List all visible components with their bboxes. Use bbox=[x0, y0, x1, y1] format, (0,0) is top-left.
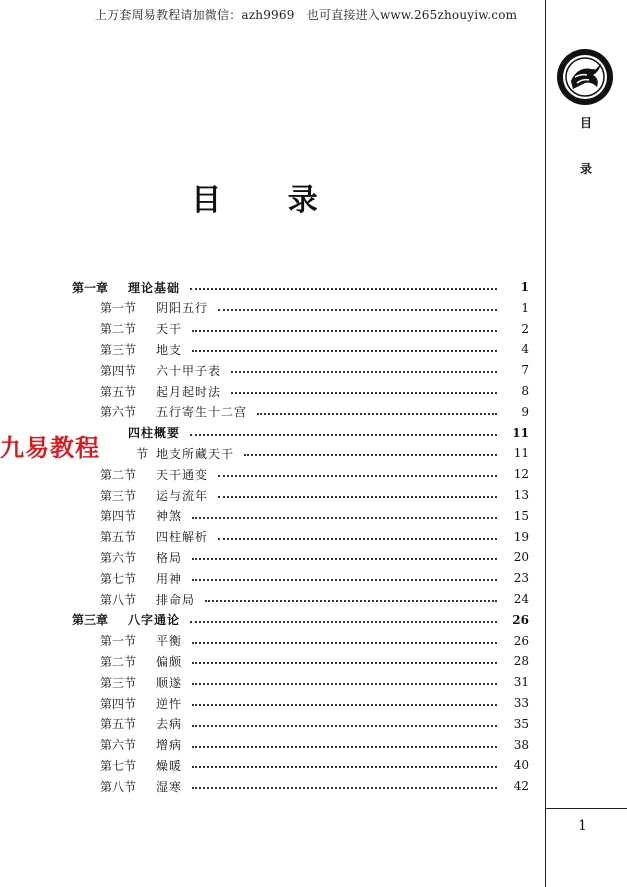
toc-section-entry[interactable] bbox=[0, 714, 545, 734]
toc-entry-title: 去病 bbox=[156, 717, 183, 732]
toc-leader-dots bbox=[192, 725, 497, 727]
toc-entry-number: 节 bbox=[135, 446, 148, 461]
toc-chapter-entry[interactable] bbox=[0, 610, 545, 630]
toc-entry-title: 运与流年 bbox=[156, 488, 209, 503]
toc-entry-number: 第一节 bbox=[100, 301, 137, 316]
toc-entry-page: 23 bbox=[513, 571, 529, 586]
toc-entry-number: 第三节 bbox=[100, 675, 137, 690]
toc-entry-title: 理论基础 bbox=[128, 280, 181, 295]
toc-entry-page: 24 bbox=[513, 592, 529, 606]
side-label-char-1: 目 bbox=[580, 116, 593, 130]
toc-section-entry[interactable] bbox=[0, 339, 545, 359]
toc-entry-title: 六十甲子表 bbox=[156, 363, 222, 378]
toc-entry-page: 12 bbox=[513, 467, 529, 482]
toc-entry-number: 第八节 bbox=[100, 592, 137, 607]
toc-section-entry[interactable] bbox=[0, 360, 545, 380]
toc-entry-number: 第二节 bbox=[100, 467, 137, 482]
watermark-logo: 九易教程 bbox=[0, 434, 100, 462]
toc-entry-page: 42 bbox=[513, 779, 529, 794]
toc-entry-page: 26 bbox=[512, 612, 529, 627]
toc-entry-page: 1 bbox=[521, 300, 529, 315]
phoenix-emblem-icon bbox=[555, 47, 615, 107]
toc-entry-page: 40 bbox=[513, 758, 529, 773]
toc-entry-number: 第一节 bbox=[100, 634, 137, 649]
toc-leader-dots bbox=[192, 579, 497, 581]
toc-entry-title: 格局 bbox=[156, 550, 183, 565]
toc-entry-page: 15 bbox=[513, 508, 529, 523]
toc-entry-page: 20 bbox=[513, 550, 529, 565]
toc-entry-title: 排命局 bbox=[156, 592, 196, 607]
toc-section-entry[interactable] bbox=[0, 506, 545, 526]
toc-leader-dots bbox=[244, 454, 497, 456]
page-number: 1 bbox=[578, 818, 587, 834]
toc-entry-page: 31 bbox=[513, 675, 529, 690]
toc-leader-dots bbox=[192, 704, 497, 706]
toc-leader-dots bbox=[192, 642, 497, 644]
toc-entry-title: 神煞 bbox=[156, 509, 183, 524]
toc-leader-dots bbox=[218, 496, 497, 498]
toc-entry-page: 35 bbox=[513, 716, 529, 731]
toc-section-entry[interactable] bbox=[0, 651, 545, 671]
toc-entry-number: 第七节 bbox=[100, 571, 137, 586]
toc-entry-number: 第三节 bbox=[100, 342, 137, 357]
toc-entry-number: 第四节 bbox=[100, 696, 137, 711]
toc-section-entry[interactable] bbox=[0, 298, 545, 318]
toc-section-entry[interactable] bbox=[0, 527, 545, 547]
toc-section-entry[interactable] bbox=[0, 631, 545, 651]
toc-section-entry[interactable] bbox=[0, 776, 545, 796]
toc-section-entry[interactable] bbox=[0, 693, 545, 713]
toc-entry-page: 28 bbox=[513, 654, 529, 669]
toc-leader-dots bbox=[218, 475, 497, 477]
toc-entry-number: 第三节 bbox=[100, 488, 137, 503]
toc-entry-page: 33 bbox=[513, 696, 529, 710]
toc-leader-dots bbox=[218, 538, 497, 540]
toc-entry-title: 八字通论 bbox=[128, 613, 181, 628]
toc-entry-title: 逆忤 bbox=[156, 696, 183, 711]
toc-entry-number: 第四节 bbox=[100, 363, 137, 378]
toc-section-entry[interactable] bbox=[0, 464, 545, 484]
toc-entry-number: 第六节 bbox=[100, 550, 137, 565]
footer-divider bbox=[545, 808, 627, 809]
toc-entry-title: 燥暖 bbox=[156, 758, 183, 773]
toc-leader-dots bbox=[190, 434, 497, 436]
toc-section-entry[interactable] bbox=[0, 485, 545, 505]
toc-entry-title: 湿寒 bbox=[156, 779, 183, 794]
toc-leader-dots bbox=[192, 683, 497, 685]
toc-entry-number: 第二节 bbox=[100, 322, 137, 337]
toc-entry-page: 8 bbox=[521, 384, 529, 398]
toc-leader-dots bbox=[192, 787, 497, 789]
toc-entry-number: 第二节 bbox=[100, 654, 137, 669]
toc-entry-page: 11 bbox=[512, 425, 529, 440]
toc-entry-title: 天干 bbox=[156, 322, 183, 337]
side-label-char-2: 录 bbox=[580, 162, 593, 176]
toc-entry-title: 天干通变 bbox=[156, 467, 209, 482]
toc-entry-page: 38 bbox=[513, 737, 529, 752]
toc-leader-dots bbox=[218, 309, 497, 311]
toc-entry-number: 第七节 bbox=[100, 758, 137, 773]
toc-entry-title: 偏颇 bbox=[156, 654, 183, 669]
toc-section-entry[interactable] bbox=[0, 319, 545, 339]
toc-entry-page: 11 bbox=[513, 446, 529, 461]
toc-entry-number: 第六节 bbox=[100, 405, 137, 420]
toc-entry-title: 地支所藏天干 bbox=[156, 446, 235, 461]
toc-leader-dots bbox=[257, 413, 497, 415]
toc-entry-number: 第八节 bbox=[100, 779, 137, 794]
toc-section-entry[interactable] bbox=[0, 735, 545, 755]
toc-entry-title: 阴阳五行 bbox=[156, 301, 209, 316]
toc-entry-title: 五行寄生十二宫 bbox=[156, 405, 248, 420]
toc-entry-title: 顺遂 bbox=[156, 675, 183, 690]
toc-entry-page: 4 bbox=[521, 342, 529, 357]
toc-entry-number: 第六节 bbox=[100, 738, 137, 753]
toc-leader-dots bbox=[192, 517, 497, 519]
toc-entry-page: 2 bbox=[521, 321, 529, 336]
toc-section-entry[interactable] bbox=[0, 547, 545, 567]
toc-leader-dots bbox=[192, 766, 497, 768]
toc-entry-number: 第五节 bbox=[100, 384, 137, 399]
toc-entry-number: 第三章 bbox=[72, 613, 109, 628]
toc-entry-number: 第五节 bbox=[100, 530, 137, 545]
toc-entry-title: 增病 bbox=[156, 738, 183, 753]
toc-entry-title: 起月起时法 bbox=[156, 384, 222, 399]
toc-leader-dots bbox=[192, 746, 497, 748]
toc-leader-dots bbox=[192, 350, 497, 352]
toc-leader-dots bbox=[231, 392, 497, 394]
toc-entry-page: 1 bbox=[520, 280, 529, 294]
toc-section-entry[interactable] bbox=[0, 402, 545, 422]
toc-entry-number: 第四节 bbox=[100, 509, 137, 524]
toc-section-entry[interactable] bbox=[0, 589, 545, 609]
toc-entry-title: 平衡 bbox=[156, 634, 183, 649]
toc-leader-dots bbox=[190, 621, 497, 623]
toc-entry-page: 19 bbox=[513, 529, 529, 544]
toc-entry-title: 四柱概要 bbox=[128, 426, 181, 441]
toc-chapter-entry[interactable] bbox=[0, 277, 545, 297]
toc-section-entry[interactable] bbox=[0, 568, 545, 588]
toc-entry-title: 地支 bbox=[156, 342, 183, 357]
header-banner: 上万套周易教程请加微信：azh9969 也可直接进入www.265zhouyiw.com bbox=[95, 8, 518, 22]
toc-leader-dots bbox=[192, 330, 497, 332]
toc-leader-dots bbox=[192, 558, 497, 560]
toc-entry-title: 用神 bbox=[156, 571, 183, 586]
toc-leader-dots bbox=[190, 288, 497, 290]
toc-leader-dots bbox=[231, 371, 497, 373]
toc-leader-dots bbox=[192, 662, 497, 664]
toc-entry-page: 13 bbox=[513, 488, 529, 502]
toc-entry-page: 9 bbox=[521, 404, 529, 419]
toc-entry-number: 第一章 bbox=[72, 280, 109, 295]
vertical-divider bbox=[545, 0, 546, 887]
toc-entry-number: 第五节 bbox=[100, 717, 137, 732]
toc-entry-page: 7 bbox=[521, 363, 529, 378]
toc-leader-dots bbox=[205, 600, 497, 602]
toc-section-entry[interactable] bbox=[0, 381, 545, 401]
toc-entry-page: 26 bbox=[513, 633, 529, 648]
toc-entry-title: 四柱解析 bbox=[156, 530, 209, 545]
page-title: 目 录 bbox=[191, 183, 346, 218]
toc-section-entry[interactable] bbox=[0, 755, 545, 775]
toc-section-entry[interactable] bbox=[0, 672, 545, 692]
